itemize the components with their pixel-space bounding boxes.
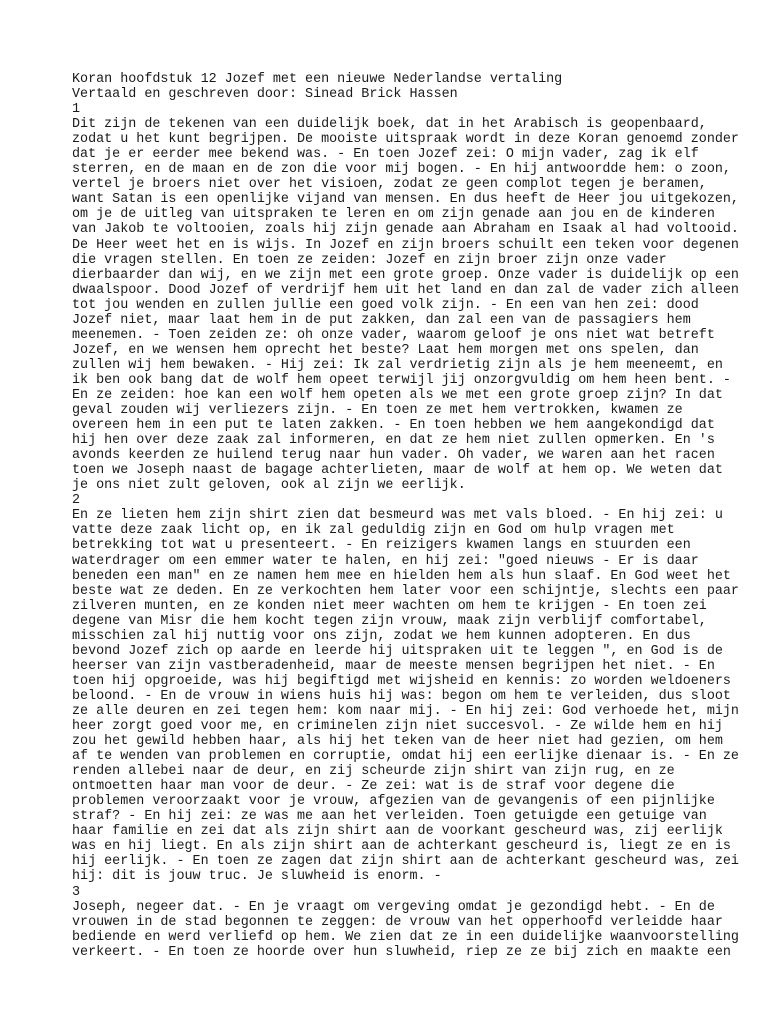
document-page [72,72,739,960]
text-line: zou het gewild hebben haar, als hij het teken van de heer niet had gezien, om hem [72,734,723,750]
text-line: toen we Joseph naast de bagage achterlieten, maar de wolf at hem op. We weten dat [72,463,723,479]
text-line: bevond Jozef zich op aarde en leerde hij uitspraken uit te leggen ", en God is de [72,643,723,659]
text-line: vatte deze zaak licht op, en ik zal geduldig zijn en God om hulp vragen met [72,523,675,539]
text-line: was en hij liegt. En als zijn shirt aan de achterkant gescheurd is, liegt ze en is [72,839,731,855]
text-line: betrekking tot wat u presenteert. - En reizigers kwamen langs en stuurden een [72,538,691,554]
text-line: om je de uitleg van uitspraken te leren en om zijn genade aan jou en de kinderen [72,207,715,223]
text-line: vertel je broers niet over het visioen, zodat ze geen complot tegen je beramen, [72,177,707,193]
text-line: Jozef, en we wensen hem oprecht het beste? Laat hem morgen met ons spelen, dan [72,342,699,358]
document-title: Koran hoofdstuk 12 Jozef met een nieuwe Nederlandse vertaling [72,72,563,87]
text-line: degene van Misr die hem kocht tegen zijn vrouw, maak zijn verblijf comfortabel, [72,613,707,629]
text-line: zullen wij hem bewaken. - Hij zei: Ik zal verdrietig zijn als je hem meeneemt, en [72,357,723,373]
text-line: geval zouden wij verliezers zijn. - En toen ze met hem vertrokken, kwamen ze [72,403,683,419]
section-number: 2 [72,493,81,509]
text-line: ze alle deuren en zei tegen hem: kom naar mij. - En hij zei: God verhoede het, mijn [72,703,739,719]
text-line: beneden een man" en ze namen hem mee en hielden hem als hun slaaf. En God weet het [72,568,731,584]
text-line: zilveren munten, en ze konden niet meer wachten om hem te krijgen - En toen zei [72,598,707,614]
text-line: Dit zijn de tekenen van een duidelijk boek, dat in het Arabisch is geopenbaard, [72,117,707,133]
text-line: heer zorgt goed voor me, en criminelen zijn niet succesvol. - Ze wilde hem en hij [72,719,723,735]
section-number: 3 [72,884,81,900]
text-line: hij hen over deze zaak zal informeren, en dat ze hem niet zullen opmerken. En 's [72,433,715,449]
text-line: dwaalspoor. Dood Jozef of verdrijf hem uit het land en dan zal de vader zich alleen [72,282,739,298]
text-line: overeen hem in een put te laten zakken. - En toen hebben we hem aangekondigd dat [72,418,715,434]
text-line: tot jou wenden en zullen jullie een goed volk zijn. - En een van hen zei: dood [72,297,699,313]
document-body [72,102,739,960]
text-line: toen hij opgroeide, was hij begiftigd met wijsheid en kennis: zo worden weldoeners [72,673,731,689]
text-line: die vragen stellen. En toen ze zeiden: Jozef en zijn broer zijn onze vader [72,252,667,268]
text-line: ontmoetten haar man voor de deur. - Ze zei: wat is de straf voor degene die [72,779,675,795]
section-number: 1 [72,102,81,118]
text-line: je ons niet zult geloven, ook al zijn we eerlijk. [72,478,466,494]
text-line: dat je er eerder mee bekend was. - En toen Jozef zei: O mijn vader, zag ik elf [72,147,699,163]
text-line: af te wenden van problemen en corruptie, omdat hij een eerlijke dienaar is. - En ze [72,749,739,765]
text-line: problemen veroorzaakt voor je vrouw, afgezien van de gevangenis of een pijnlijke [72,794,715,810]
text-line: verkeert. - En toen ze hoorde over hun sluwheid, riep ze ze bij zich en maakte een [72,944,731,960]
text-line: hij: dit is jouw truc. Je sluwheid is enorm. - [72,869,442,885]
text-line: hij eerlijk. - En toen ze zagen dat zijn shirt aan de achterkant gescheurd was, zei [72,854,739,870]
text-line: meenemen. - Toen zeiden ze: oh onze vader, waarom geloof je ons niet wat betreft [72,327,715,343]
text-line: want Satan is een openlijke vijand van mensen. En dus heeft de Heer jou uitgekozen, [72,192,739,208]
text-line: sterren, en de maan en de zon die voor mij bogen. - En hij antwoordde hem: o zoon, [72,162,731,178]
text-line: Jozef niet, maar laat hem in de put zakken, dan zal een van de passagiers hem [72,312,691,328]
text-line: zodat u het kunt begrijpen. De mooiste uitspraak wordt in deze Koran genoemd zonder [72,132,739,148]
text-line: van Jakob te voltooien, zoals hij zijn genade aan Abraham en Isaak al had voltooid. [72,222,739,238]
text-line: dierbaarder dan wij, en we zijn met een grote groep. Onze vader is duidelijk op een [72,267,739,283]
text-line: avonds keerden ze huilend terug naar hun vader. Oh vader, we waren aan het racen [72,448,715,464]
text-line: En ze zeiden: hoe kan een wolf hem opeten als we met een grote groep zijn? In dat [72,387,723,403]
document-byline: Vertaald en geschreven door: Sinead Brick Hassen [72,87,458,103]
text-line: beloond. - En de vrouw in wiens huis hij was: begon om hem te verleiden, dus sloot [72,688,731,704]
text-line: bediende en werd verliefd op hem. We zien dat ze in een duidelijke waanvoorstelling [72,929,739,945]
text-line: straf? - En hij zei: ze was me aan het verleiden. Toen getuigde een getuige van [72,809,707,825]
text-line: ik ben ook bang dat de wolf hem opeet terwijl jij onzorgvuldig om hem heen bent. - [72,372,731,388]
text-line: misschien zal hij nuttig voor ons zijn, zodat we hem kunnen adopteren. En dus [72,628,691,644]
text-line: En ze lieten hem zijn shirt zien dat besmeurd was met vals bloed. - En hij zei: u [72,508,723,524]
text-line: haar familie en zei dat als zijn shirt aan de voorkant gescheurd was, zij eerlijk [72,824,723,840]
text-line: waterdrager om een emmer water te halen, en hij zei: "goed nieuws - Er is daar [72,553,699,569]
text-line: renden allebei naar de deur, en zij scheurde zijn shirt van zijn rug, en ze [72,764,675,780]
text-line: beste wat ze deden. En ze verkochten hem later voor een schijntje, slechts een paar [72,583,739,599]
text-line: Joseph, negeer dat. - En je vraagt om vergeving omdat je gezondigd hebt. - En de [72,899,715,915]
text-line: vrouwen in de stad begonnen te zeggen: de vrouw van het opperhoofd verleidde haar [72,914,723,930]
text-line: heerser van zijn vastberadenheid, maar de meeste mensen begrijpen het niet. - En [72,658,715,674]
text-line: De Heer weet het en is wijs. In Jozef en zijn broers schuilt een teken voor degenen [72,237,739,253]
